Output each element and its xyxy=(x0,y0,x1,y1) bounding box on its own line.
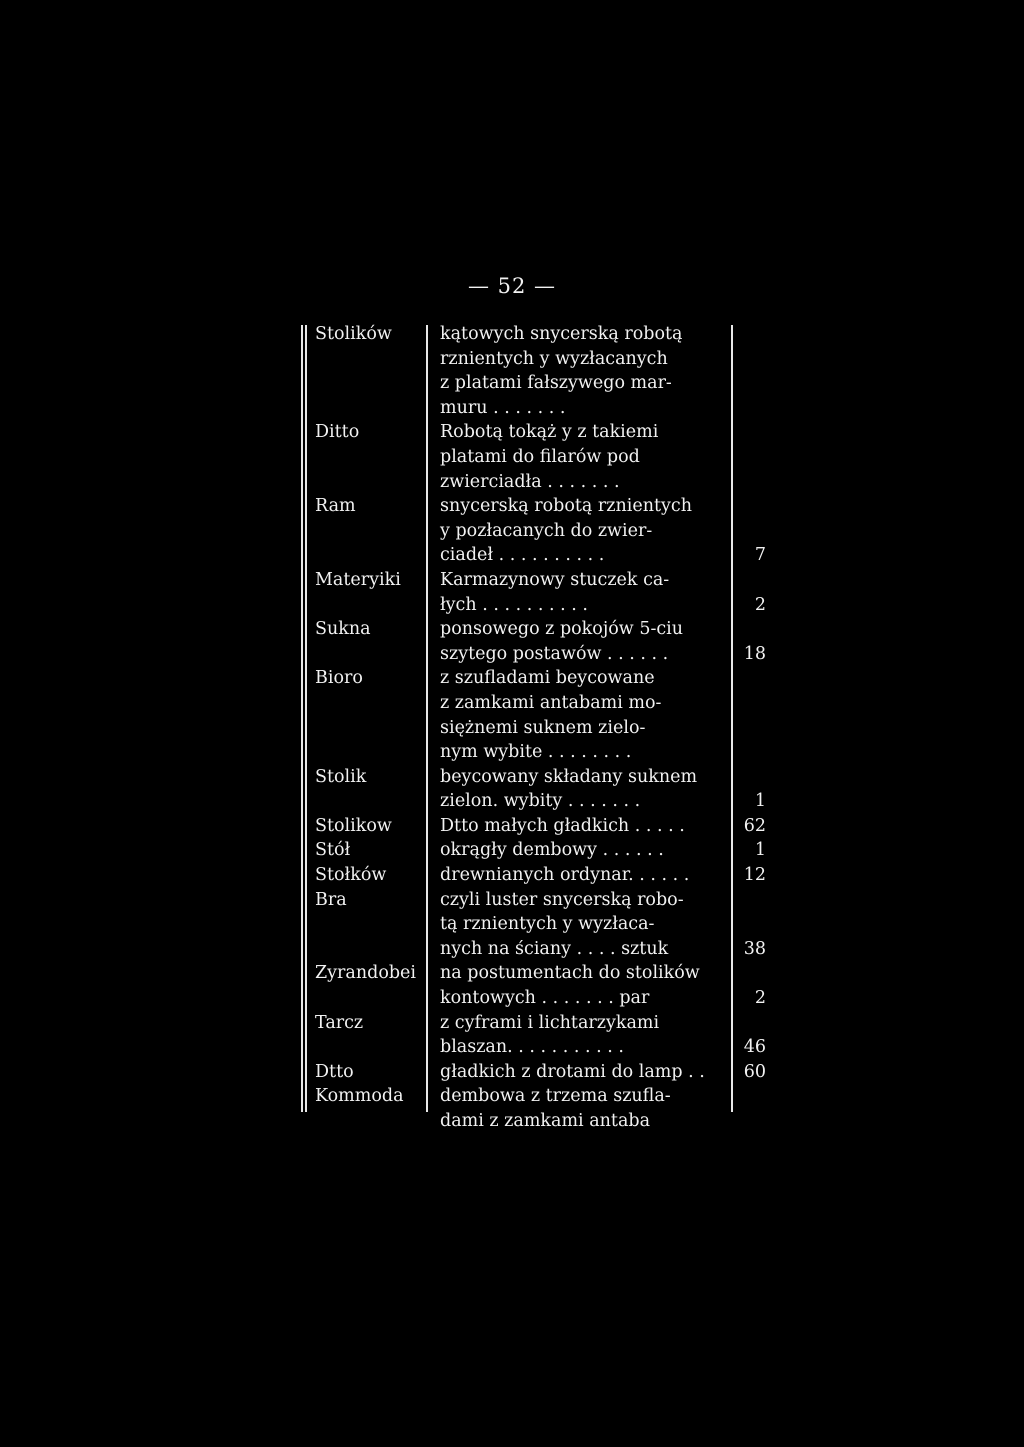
item-description: snycerską robotą rznientych xyxy=(440,496,692,517)
table-row-line xyxy=(0,1060,1024,1085)
item-description: ponsowego z pokojów 5-ciu xyxy=(440,619,684,640)
item-description: Dtto małych gładkich . . . . . xyxy=(440,815,685,836)
item-quantity: 2 xyxy=(754,988,766,1009)
item-description: drewnianych ordynar. . . . . . xyxy=(440,865,690,886)
item-description: rznientych y wyzłacanych xyxy=(440,348,668,369)
item-quantity: 7 xyxy=(754,545,766,566)
item-name: Stolików xyxy=(315,324,392,344)
table-row-line xyxy=(0,986,1024,1011)
table-row-line xyxy=(0,961,1024,986)
item-description: z platami fałszywego mar- xyxy=(440,373,672,394)
table-row-line xyxy=(0,322,1024,347)
table-row-line xyxy=(0,937,1024,962)
table-row-line xyxy=(0,740,1024,765)
item-description: na postumentach do stolików xyxy=(440,963,700,984)
item-description: gładkich z drotami do lamp . . xyxy=(440,1061,705,1082)
table-row-line xyxy=(0,716,1024,741)
item-description: z cyframi i lichtarzykami xyxy=(440,1012,660,1033)
item-name: Tarcz xyxy=(315,1012,364,1033)
item-name: Stół xyxy=(315,840,351,861)
table-row xyxy=(0,494,1024,568)
table-row-line xyxy=(0,568,1024,593)
item-description: nym wybite . . . . . . . . xyxy=(440,742,632,763)
table-row-line xyxy=(0,838,1024,863)
table-row-line xyxy=(0,617,1024,642)
item-description: siężnemi suknem zielo- xyxy=(440,717,646,738)
table-row xyxy=(0,617,1024,666)
table-row xyxy=(0,322,1024,420)
item-name: Stolik xyxy=(315,766,367,787)
table-row-line xyxy=(0,543,1024,568)
item-quantity: 2 xyxy=(754,594,766,615)
item-quantity: 1 xyxy=(754,791,766,812)
page-number: — 52 — xyxy=(467,274,557,298)
table-row-line xyxy=(0,666,1024,691)
item-description: z szufladami beycowane xyxy=(440,668,655,689)
item-name: Dtto xyxy=(315,1061,354,1082)
table-row-line xyxy=(0,642,1024,667)
table-row xyxy=(0,1084,1024,1133)
item-name: Kommoda xyxy=(315,1086,404,1107)
table-row xyxy=(0,814,1024,839)
table-row-line xyxy=(0,1011,1024,1036)
item-name: Stołków xyxy=(315,865,387,886)
item-name: Stolikow xyxy=(315,815,392,836)
item-name: Materyiki xyxy=(315,569,401,590)
item-name: Ditto xyxy=(315,422,360,443)
table-row xyxy=(0,838,1024,863)
item-quantity: 18 xyxy=(743,643,766,664)
item-description: czyli luster snycerską robo- xyxy=(440,889,684,910)
item-quantity: 62 xyxy=(743,815,766,836)
table-row-line xyxy=(0,445,1024,470)
table-row-line xyxy=(0,347,1024,372)
item-description: dembowa z trzema szufla- xyxy=(440,1086,671,1107)
table-row-line xyxy=(0,863,1024,888)
item-description: dami z zamkami antaba xyxy=(440,1111,651,1131)
table-row xyxy=(0,765,1024,814)
table-row-line xyxy=(0,371,1024,396)
table-row-line xyxy=(0,1035,1024,1060)
table-row-line xyxy=(0,593,1024,618)
table-row-line xyxy=(0,519,1024,544)
table-row xyxy=(0,888,1024,962)
item-description: tą rznientych y wyzłaca- xyxy=(440,914,655,935)
table-row xyxy=(0,961,1024,1010)
table-row-line xyxy=(0,789,1024,814)
item-description: ciadeł . . . . . . . . . . xyxy=(440,545,605,566)
item-description: platami do filarów pod xyxy=(440,446,640,467)
table-row xyxy=(0,1011,1024,1060)
item-quantity: 1 xyxy=(754,840,766,861)
table-row-line xyxy=(0,1109,1024,1134)
table-row xyxy=(0,420,1024,494)
inventory-table xyxy=(0,322,1024,1134)
item-description: szytego postawów . . . . . . xyxy=(440,643,669,664)
table-row-line xyxy=(0,396,1024,421)
item-name: Bioro xyxy=(315,668,363,689)
table-row-line xyxy=(0,470,1024,495)
item-description: kontowych . . . . . . . par xyxy=(440,988,650,1009)
item-description: muru . . . . . . . xyxy=(440,397,566,418)
item-description: zielon. wybity . . . . . . . xyxy=(440,791,641,812)
item-name: Sukna xyxy=(315,619,371,640)
item-description: łych . . . . . . . . . . xyxy=(440,594,588,615)
item-description: zwierciadła . . . . . . . xyxy=(440,471,620,492)
item-description: z zamkami antabami mo- xyxy=(440,692,662,713)
item-description: okrągły dembowy . . . . . . xyxy=(440,840,664,861)
table-row-line xyxy=(0,1084,1024,1109)
table-row xyxy=(0,666,1024,764)
item-description: kątowych snycerską robotą xyxy=(440,324,683,344)
table-row xyxy=(0,568,1024,617)
table-row-line xyxy=(0,420,1024,445)
item-quantity: 60 xyxy=(743,1061,766,1082)
table-row-line xyxy=(0,765,1024,790)
item-quantity: 12 xyxy=(743,865,766,886)
table-row-line xyxy=(0,814,1024,839)
item-quantity: 38 xyxy=(743,938,766,959)
table-row-line xyxy=(0,888,1024,913)
item-description: y pozłacanych do zwier- xyxy=(440,520,653,541)
table-row xyxy=(0,1060,1024,1085)
item-description: nych na ściany . . . . sztuk xyxy=(440,938,669,959)
item-name: Zyrandobei xyxy=(315,963,417,984)
item-description: beycowany składany suknem xyxy=(440,766,698,787)
table-row-line xyxy=(0,691,1024,716)
table-row-line xyxy=(0,912,1024,937)
item-description: Robotą tokąż y z takiemi xyxy=(440,422,659,443)
item-description: Karmazynowy stuczek ca- xyxy=(440,569,670,590)
item-description: blaszan. . . . . . . . . . . xyxy=(440,1037,624,1058)
table-row xyxy=(0,863,1024,888)
item-name: Bra xyxy=(315,889,347,910)
item-name: Ram xyxy=(315,496,356,517)
table-row-line xyxy=(0,494,1024,519)
item-quantity: 46 xyxy=(743,1037,766,1058)
